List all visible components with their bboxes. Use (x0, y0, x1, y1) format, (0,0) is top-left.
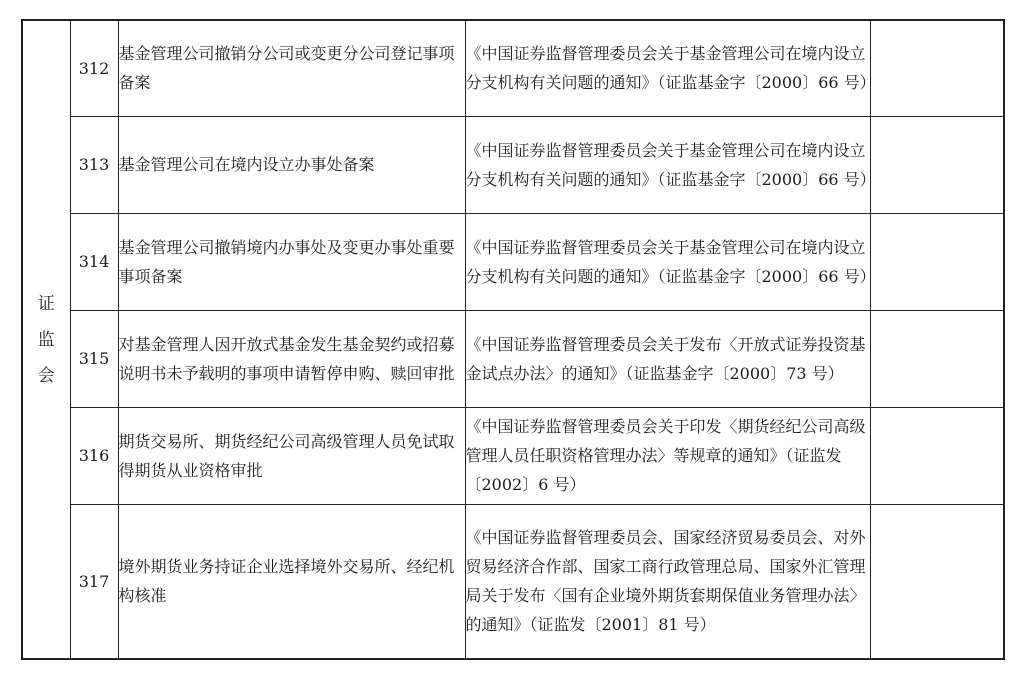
approval-items-table (21, 19, 1005, 660)
remarks-cell (870, 504, 1004, 659)
table-row (22, 310, 1004, 407)
item-name: 基金管理公司撤销分公司或变更分公司登记事项备案 (118, 20, 465, 116)
item-number: 315 (70, 310, 118, 407)
department-char: 会 (37, 365, 55, 386)
item-number: 317 (70, 504, 118, 659)
remarks-cell (870, 20, 1004, 116)
legal-basis: 《中国证券监督管理委员会关于基金管理公司在境内设立分支机构有关问题的通知》（证监基金字〔2000〕66 号） (465, 213, 870, 310)
item-name: 期货交易所、期货经纪公司高级管理人员免试取得期货从业资格审批 (118, 407, 465, 504)
item-name: 对基金管理人因开放式基金发生基金契约或招募说明书未予载明的事项申请暂停申购、赎回审批 (118, 310, 465, 407)
table-row (22, 116, 1004, 213)
item-name: 境外期货业务持证企业选择境外交易所、经纪机构核准 (118, 504, 465, 659)
item-number: 316 (70, 407, 118, 504)
department-cell (22, 20, 70, 659)
remarks-cell (870, 116, 1004, 213)
legal-basis: 《中国证券监督管理委员会关于基金管理公司在境内设立分支机构有关问题的通知》（证监基金字〔2000〕66 号） (465, 116, 870, 213)
department-char: 证 (37, 293, 55, 314)
legal-basis: 《中国证券监督管理委员会关于发布〈开放式证券投资基金试点办法〉的通知》（证监基金字〔2000〕73 号） (465, 310, 870, 407)
item-number: 314 (70, 213, 118, 310)
table-row (22, 504, 1004, 659)
remarks-cell (870, 310, 1004, 407)
item-name: 基金管理公司撤销境内办事处及变更办事处重要事项备案 (118, 213, 465, 310)
department-char: 监 (37, 329, 55, 350)
table-row (22, 20, 1004, 116)
item-number: 313 (70, 116, 118, 213)
table-row (22, 213, 1004, 310)
legal-basis: 《中国证券监督管理委员会关于基金管理公司在境内设立分支机构有关问题的通知》（证监基金字〔2000〕66 号） (465, 20, 870, 116)
item-number: 312 (70, 20, 118, 116)
remarks-cell (870, 213, 1004, 310)
remarks-cell (870, 407, 1004, 504)
legal-basis: 《中国证券监督管理委员会关于印发〈期货经纪公司高级管理人员任职资格管理办法〉等规章的通知》（证监发〔2002〕6 号） (465, 407, 870, 504)
item-name: 基金管理公司在境内设立办事处备案 (118, 116, 465, 213)
legal-basis: 《中国证券监督管理委员会、国家经济贸易委员会、对外贸易经济合作部、国家工商行政管理总局、国家外汇管理局关于发布〈国有企业境外期货套期保值业务管理办法〉的通知》（证监发〔2001〕81 号） (465, 504, 870, 659)
table-row (22, 407, 1004, 504)
